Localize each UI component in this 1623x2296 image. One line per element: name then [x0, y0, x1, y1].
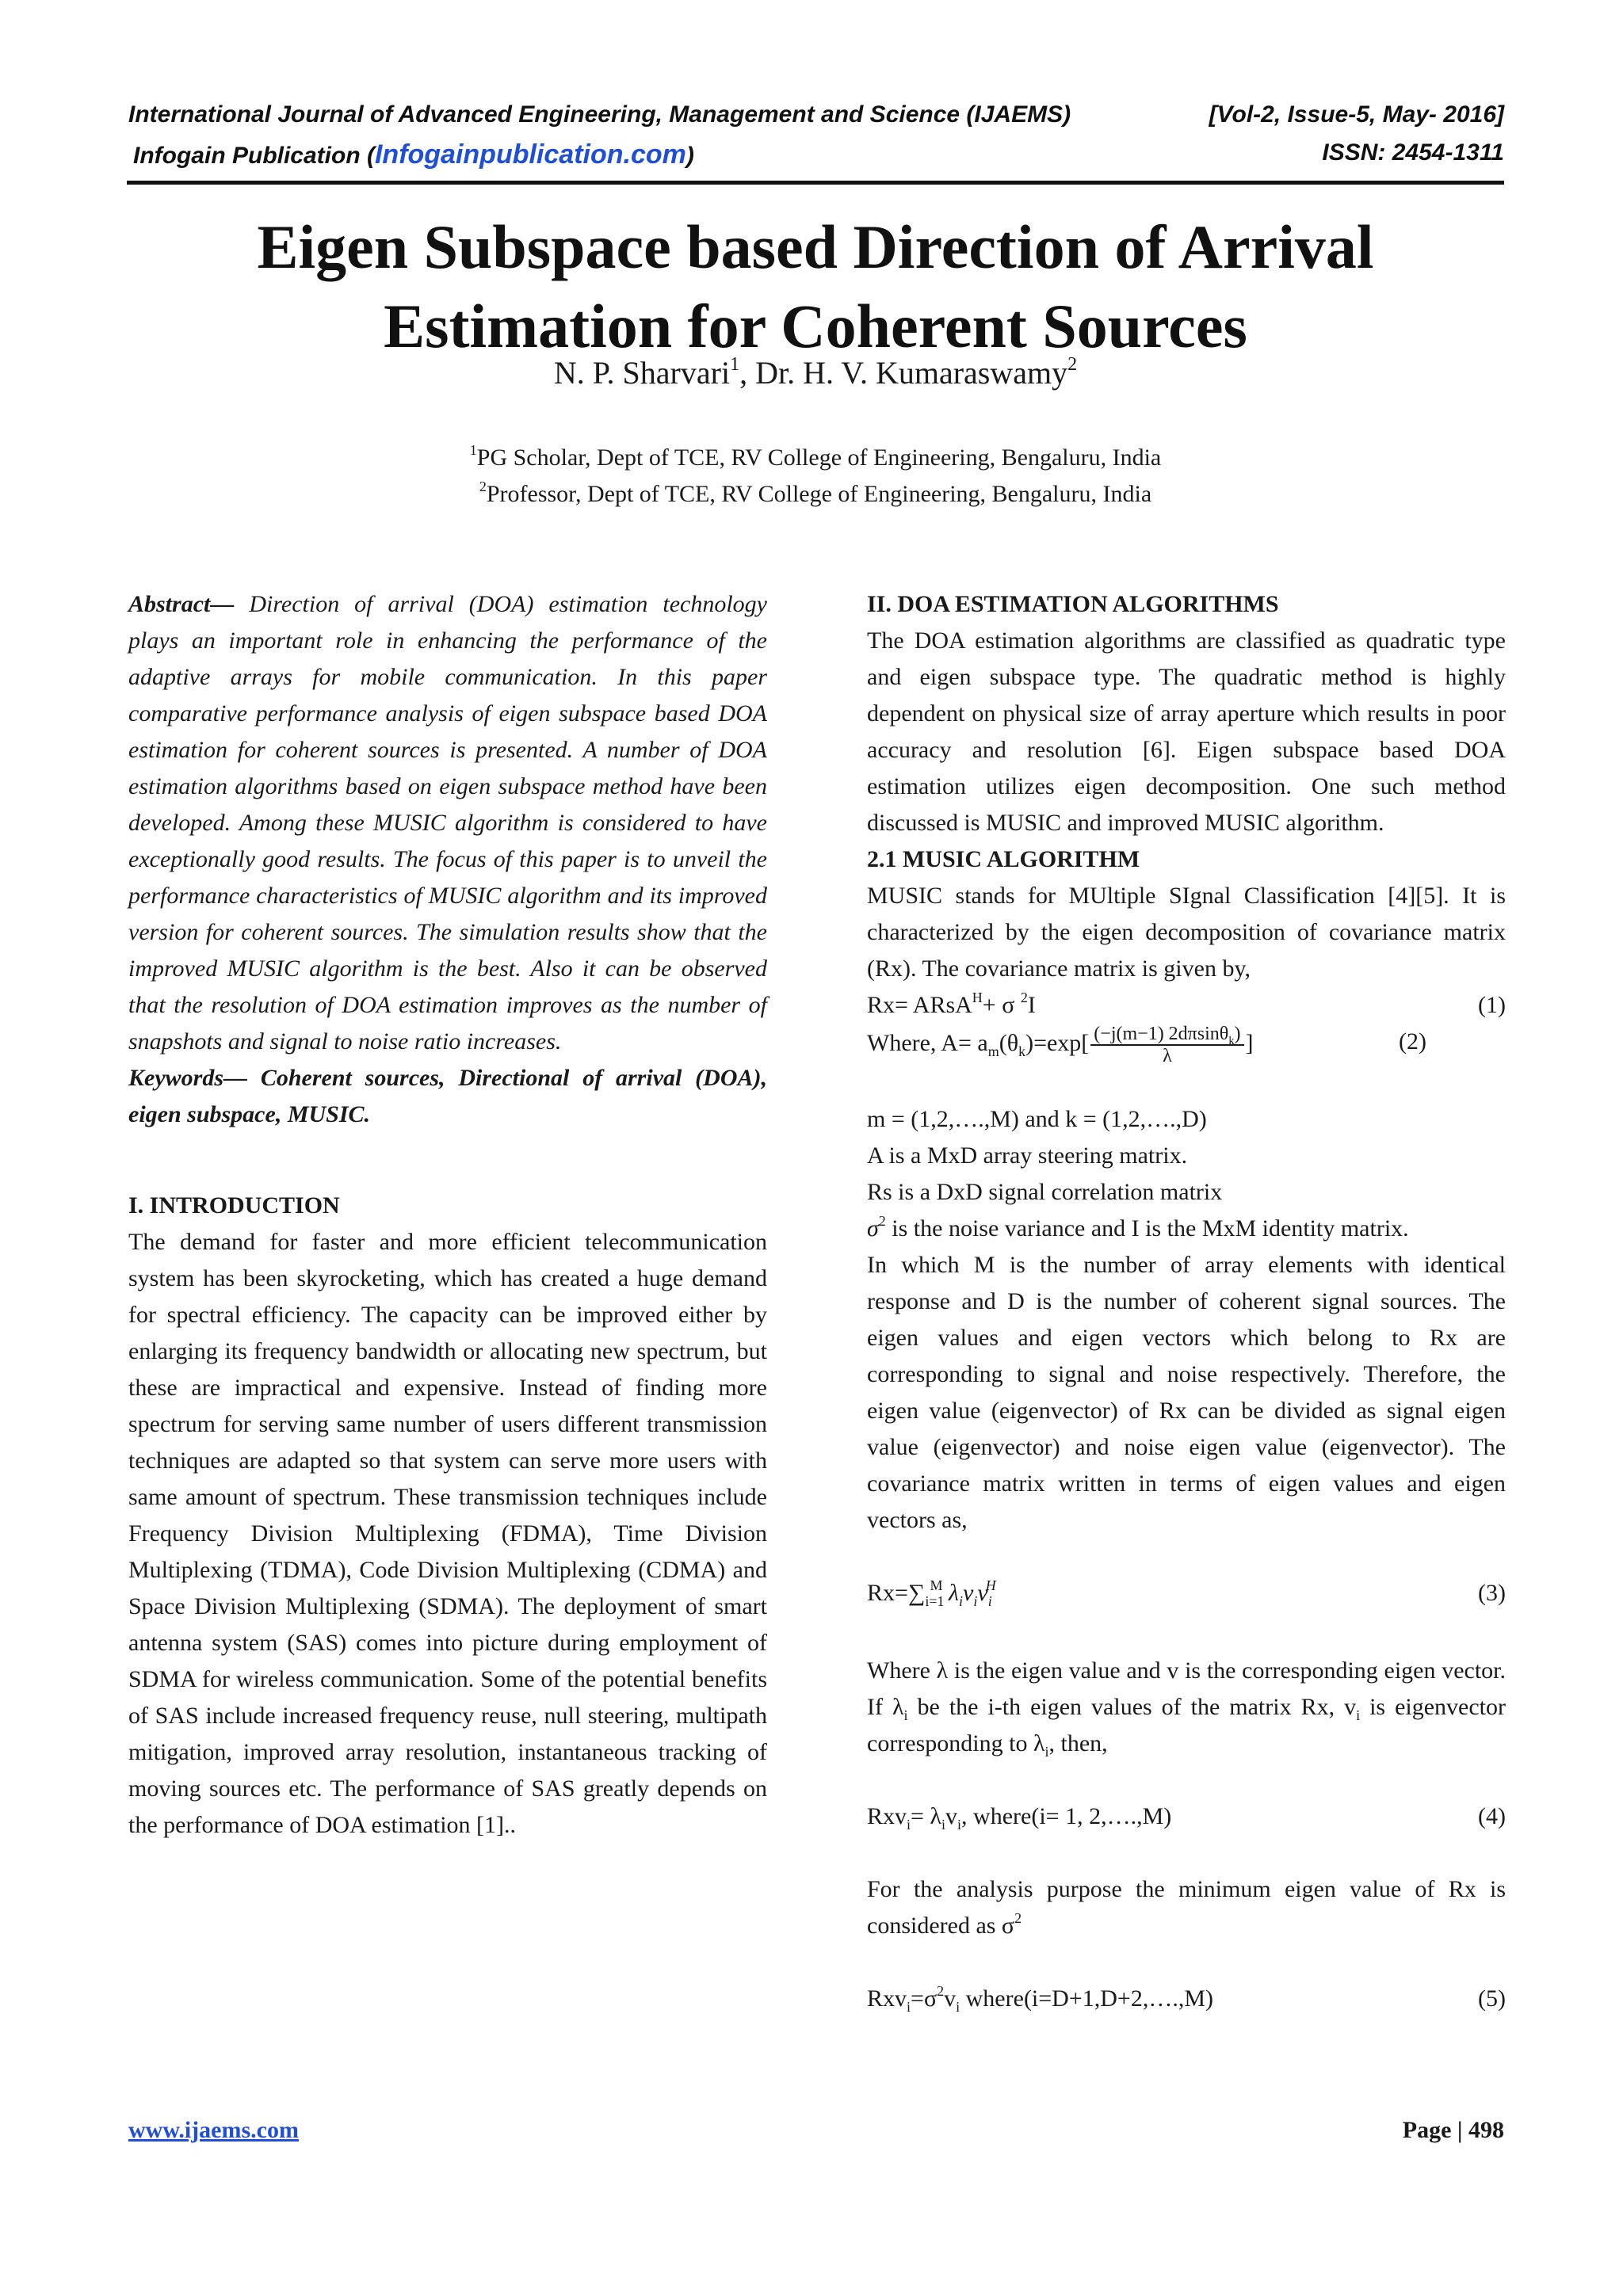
journal-name: International Journal of Advanced Engineering, Management and Science (IJAEMS)	[128, 101, 1071, 128]
doa-text: The DOA estimation algorithms are classified as quadratic type and eigen subspace type. The quadratic method is highly dependent on physical size of array aperture which results in poor accuracy and resolution [6]. Eigen subspace based DOA estimation utilizes eigen decomposition. One such method discussed is MUSIC and improved MUSIC algorithm.	[867, 627, 1506, 836]
equation-4: $Rxv_i= \lambda_iv_i$, where(i= 1, 2,….,M) (4)	[867, 1798, 1506, 1835]
keywords: Keywords— Coherent sources, Directional of arrival (DOA), eigen subspace, MUSIC.	[128, 1065, 767, 1127]
music-text: MUSIC stands for MUltiple SIgnal Classification [4][5]. It is characterized by the eigen decomposition of covariance matrix (Rx). The covariance matrix is given by,	[867, 883, 1506, 982]
def-signal-correlation: Rs is a DxD signal correlation matrix	[867, 1179, 1223, 1205]
equation-number: (3)	[1478, 1580, 1506, 1606]
equation-number: (1)	[1478, 992, 1506, 1018]
introduction-text: The demand for faster and more efficient telecommunication system has been skyrocketing, which has created a huge demand for spectral efficiency. The capacity can be improved either by enlarging its frequency bandwidth or allocating new spectrum, but these are impractical and expensive. Instead of finding more spectrum for serving same number of users different transmission techniques are adapted so that system can serve more users with same amount of spectrum. These transmission techniques include Frequency Division Multiplexing (FDMA), Time Division Multiplexing (TDMA), Code Division Multiplexing (CDMA) and Space Division Multiplexing (SDMA). The deployment of smart antenna system (SAS) comes into picture during employment of SDMA for wireless communication. Some of the potential benefits of SAS include increased frequency reuse, null steering, multipath mitigation, improved array resolution, instantaneous tracking of moving sources etc. The performance of SAS greatly depends on the performance of DOA estimation [1]..	[128, 1229, 767, 1838]
equation-number: (2)	[1399, 1028, 1426, 1055]
publisher-link[interactable]: Infogainpublication.com	[374, 139, 686, 170]
abstract: Abstract— Direction of arrival (DOA) estimation technology plays an important role in enhancing the performance of the adaptive arrays for mobile communication. In this paper comparative performance analysis of eigen subspace based DOA estimation for coherent sources is presented. A number of DOA estimation algorithms based on eigen subspace method have been developed. Among these MUSIC algorithm is considered to have exceptionally good results. The focus of this paper is to unveil the performance characteristics of MUSIC algorithm and its improved version for coherent sources. The simulation results show that the improved MUSIC algorithm is the best. Also it can be observed that the resolution of DOA estimation improves as the number of snapshots and signal to noise ratio increases.	[128, 591, 767, 1055]
eigen-paragraph: In which M is the number of array elements with identical response and D is the number of coherent signal sources. The eigen values and eigen vectors which belong to Rx are corresponding to signal and noise respectively. Therefore, the eigen value (eigenvector) of Rx can be divided as signal eigen value (eigenvector) and noise eigen value (eigenvector). The covariance matrix written in terms of eigen values and eigen vectors as,	[867, 1252, 1506, 1533]
subsection-heading-music: 2.1 MUSIC ALGORITHM	[867, 846, 1140, 872]
authors: N. P. Sharvari$^1$, Dr. H. V. Kumaraswamy$^2$	[553, 354, 1078, 391]
equation-3: $Rx=\sum_{i=1}^M$ $\lambda_iv_iv_i^H$ (3)	[867, 1575, 1506, 1616]
equation-1: Rx= ARsA$^H$+ σ $^2$I (1)	[867, 987, 1506, 1024]
def-steering-matrix: A is a MxD array steering matrix.	[867, 1142, 1188, 1169]
equation-number: (4)	[1478, 1803, 1506, 1829]
header-divider	[127, 181, 1504, 185]
equation-number: (5)	[1478, 1985, 1506, 2012]
right-column	[867, 586, 1506, 2017]
publisher: Infogain Publication (Infogainpublication.com)	[133, 139, 694, 170]
affiliation-1: $^1$PG Scholar, Dept of TCE, RV College of Engineering, Bengaluru, India	[469, 442, 1162, 471]
page-number: Page | 498	[1402, 2117, 1504, 2143]
section-heading-doa: II. DOA ESTIMATION ALGORITHMS	[867, 591, 1279, 617]
min-eigen-paragraph: For the analysis purpose the minimum eigen value of Rx is considered as $\sigma^2$	[867, 1876, 1506, 1939]
fraction: $\frac{(-j(m-1) 2d\pi\sin\theta_k)}{\lambda}$	[1090, 1024, 1243, 1066]
volume-info: [Vol-2, Issue-5, May- 2016]	[1209, 101, 1504, 128]
eigen-definition-paragraph: Where λ is the eigen value and v is the corresponding eigen vector. If $\lambda_i$ be the i-th eigen values of the matrix Rx, $v_i$ is eigenvector corresponding to $\lambda_i$, then,	[867, 1657, 1506, 1760]
issn: ISSN: 2454-1311	[1322, 139, 1504, 166]
equation-5: $Rxv_i=\sigma^2v_i$ where(i=D+1,D+2,….,M) (5)	[867, 1981, 1506, 2017]
equation-2: Where, $A= a_m(\theta_k)=\exp$[ $\frac{(-j(m-1) 2d\pi\sin\theta_k)}{\lambda}$ ] (2)	[867, 1024, 1426, 1066]
left-column	[128, 586, 767, 1844]
affiliation-2: $^2$Professor, Dept of TCE, RV College of Engineering, Bengaluru, India	[479, 479, 1152, 507]
index-ranges: m = (1,2,….,M) and k = (1,2,….,D)	[867, 1106, 1207, 1132]
paper-title: Eigen Subspace based Direction of Arrival Estimation for Coherent Sources	[257, 212, 1374, 360]
footer-website-link[interactable]: www.ijaems.com	[128, 2117, 299, 2143]
def-noise-variance: $\sigma^2$ is the noise variance and I is the MxM identity matrix.	[867, 1213, 1409, 1241]
section-heading-introduction: I. INTRODUCTION	[128, 1192, 340, 1219]
